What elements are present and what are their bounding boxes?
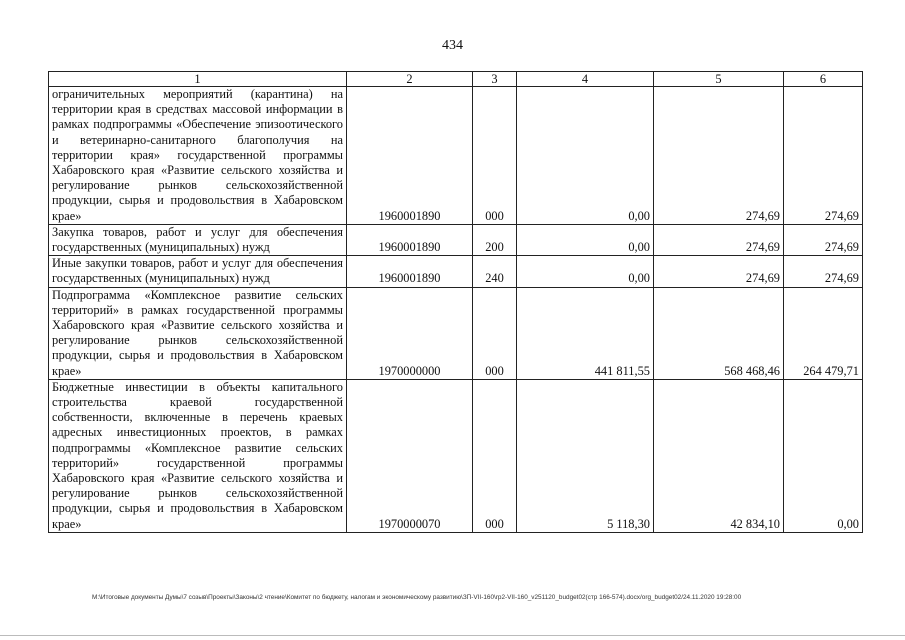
row-code: 1960001890	[347, 224, 473, 255]
row-description: Подпрограмма «Комплексное развитие сельских территорий» в рамках государственной программы Хабаровского края «Развитие сельского хозяйства и регулирование рынков сельскохозяйственной продукции, сырья и продовольствия в Хабаровском крае»	[49, 287, 347, 379]
row-value-col4: 441 811,55	[517, 287, 654, 379]
row-value-col4: 5 118,30	[517, 379, 654, 532]
row-code: 1970000000	[347, 287, 473, 379]
row-type: 240	[473, 256, 517, 287]
column-header: 3	[473, 72, 517, 87]
row-description: ограничительных мероприятий (карантина) на территории края в средствах массовой информации в рамках подпрограммы «Обеспечение эпизоотического и ветеринарно-санитарного благополучия на территории края» государственной программы Хабаровского края «Развитие сельского хозяйства и регулирование рынков сельскохозяйственной продукции, сырья и продовольствия в Хабаровском крае»	[49, 87, 347, 225]
row-description: Иные закупки товаров, работ и услуг для обеспечения государственных (муниципальных) нужд	[49, 256, 347, 287]
table-row	[49, 379, 863, 532]
row-description: Закупка товаров, работ и услуг для обеспечения государственных (муниципальных) нужд	[49, 224, 347, 255]
row-type: 000	[473, 287, 517, 379]
page-edge-divider	[0, 635, 905, 636]
row-description: Бюджетные инвестиции в объекты капитального строительства краевой государственной собственности, включенные в перечень краевых адресных инвестиционных проектов, в рамках подпрограммы «Комплексное развитие сельских территорий» государственной программы Хабаровского края «Развитие сельского хозяйства и регулирование рынков сельскохозяйственной продукции, сырья и продовольствия в Хабаровском крае»	[49, 379, 347, 532]
column-header: 6	[784, 72, 863, 87]
document-path-footer: M:\Итоговые документы Думы\7 созыв\Проекты\Законы\2 чтение\Комитет по бюджету, налогам и экономическому развитию\ЗП-VII-160\rp2-VII-160_v251120_budget02(стр 166-574).docx/org_budget02/24.11.2020 19:28:00	[92, 594, 742, 601]
row-value-col5: 274,69	[654, 224, 784, 255]
row-value-col6: 274,69	[784, 224, 863, 255]
budget-table	[48, 71, 863, 533]
row-value-col6: 274,69	[784, 87, 863, 225]
row-type: 000	[473, 87, 517, 225]
table-header-row	[49, 72, 863, 87]
row-value-col6: 274,69	[784, 256, 863, 287]
row-value-col4: 0,00	[517, 224, 654, 255]
row-value-col4: 0,00	[517, 87, 654, 225]
table-row	[49, 87, 863, 225]
row-value-col5: 274,69	[654, 87, 784, 225]
row-code: 1960001890	[347, 256, 473, 287]
page-number: 434	[442, 38, 463, 53]
row-value-col5: 42 834,10	[654, 379, 784, 532]
table-row	[49, 256, 863, 287]
row-code: 1960001890	[347, 87, 473, 225]
table-row	[49, 287, 863, 379]
row-type: 200	[473, 224, 517, 255]
row-code: 1970000070	[347, 379, 473, 532]
row-value-col4: 0,00	[517, 256, 654, 287]
row-type: 000	[473, 379, 517, 532]
column-header: 2	[347, 72, 473, 87]
row-value-col5: 274,69	[654, 256, 784, 287]
column-header: 5	[654, 72, 784, 87]
row-value-col6: 264 479,71	[784, 287, 863, 379]
row-value-col6: 0,00	[784, 379, 863, 532]
column-header: 1	[49, 72, 347, 87]
row-value-col5: 568 468,46	[654, 287, 784, 379]
column-header: 4	[517, 72, 654, 87]
table-row	[49, 224, 863, 255]
